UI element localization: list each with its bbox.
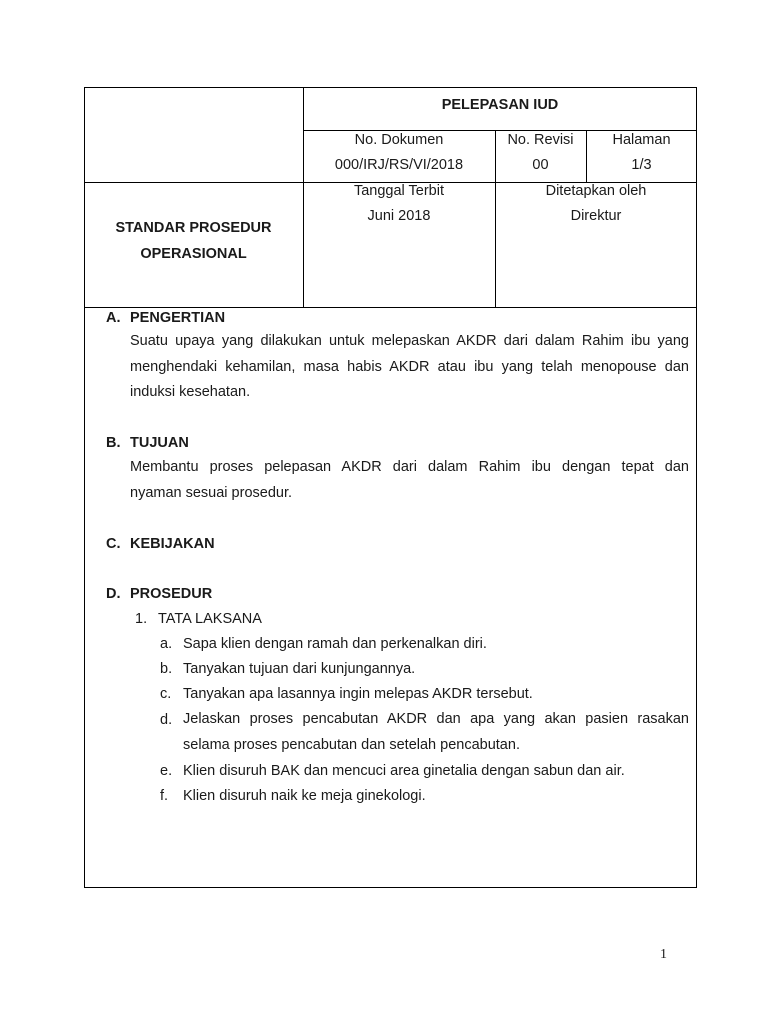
- list-item: Sapa klien dengan ramah dan perkenalkan diri.: [183, 636, 487, 652]
- paragraph-line: induksi kesehatan.: [130, 384, 251, 400]
- section-b-paragraph: [130, 455, 689, 506]
- issue-date-label: Tanggal Terbit: [353, 183, 445, 199]
- list-item-line: Jelaskan proses pencabutan AKDR dan apa yang akan pasien rasakan: [183, 711, 689, 727]
- paragraph-line: Suatu upaya yang dilakukan untuk melepaskan AKDR dari dalam Rahim ibu yang: [130, 333, 689, 349]
- list-item: Tanyakan tujuan dari kunjungannya.: [183, 661, 416, 677]
- section-a-paragraph: [130, 329, 689, 406]
- section-b-marker: B.: [106, 435, 121, 451]
- section-b-title: TUJUAN: [130, 435, 189, 451]
- list-item: [183, 707, 689, 758]
- revision-label: No. Revisi: [507, 132, 574, 148]
- paragraph-line: Membantu proses pelepasan AKDR dari dalam Rahim ibu dengan tepat dan: [130, 459, 689, 475]
- list-item: Tanyakan apa lasannya ingin melepas AKDR tersebut.: [183, 686, 533, 702]
- page-number: 1: [660, 947, 667, 962]
- doc-number-value: 000/IRJ/RS/VI/2018: [334, 157, 464, 173]
- section-c-title: KEBIJAKAN: [130, 536, 215, 552]
- approved-by-label: Ditetapkan oleh: [545, 183, 647, 199]
- paragraph-line: menghendaki kehamilan, masa habis AKDR atau ibu yang telah menopouse dan: [130, 358, 689, 375]
- list-item: Klien disuruh BAK dan mencuci area ginetalia dengan sabun dan air.: [183, 763, 625, 779]
- list-item-line: selama proses pencabutan dan setelah pencabutan.: [183, 736, 520, 753]
- revision-value: 00: [532, 157, 549, 173]
- subsection-marker: 1.: [135, 611, 148, 627]
- sop-label-line1: STANDAR PROSEDUR: [115, 220, 272, 236]
- issue-date-value: Juni 2018: [367, 208, 431, 224]
- list-item-marker: c.: [160, 686, 172, 702]
- subsection-title: TATA LAKSANA: [158, 611, 262, 627]
- list-item-marker: a.: [160, 636, 173, 652]
- section-d-marker: D.: [106, 586, 121, 602]
- page-label: Halaman: [612, 132, 671, 148]
- divider: [84, 307, 697, 308]
- document-title: PELEPASAN IUD: [441, 97, 559, 113]
- list-item-marker: f.: [160, 788, 169, 804]
- list-item-marker: d.: [160, 712, 173, 728]
- list-item-marker: b.: [160, 661, 173, 677]
- doc-number-label: No. Dokumen: [354, 132, 444, 148]
- section-d-title: PROSEDUR: [130, 586, 213, 602]
- section-a-title: PENGERTIAN: [130, 310, 226, 326]
- section-c-marker: C.: [106, 536, 121, 552]
- list-item-marker: e.: [160, 763, 173, 779]
- section-a-marker: A.: [106, 310, 121, 326]
- approved-by-value: Direktur: [570, 208, 622, 224]
- list-item: Klien disuruh naik ke meja ginekologi.: [183, 788, 426, 804]
- paragraph-line: nyaman sesuai prosedur.: [130, 484, 293, 501]
- page-value: 1/3: [631, 157, 652, 173]
- sop-label-line2: OPERASIONAL: [140, 246, 247, 262]
